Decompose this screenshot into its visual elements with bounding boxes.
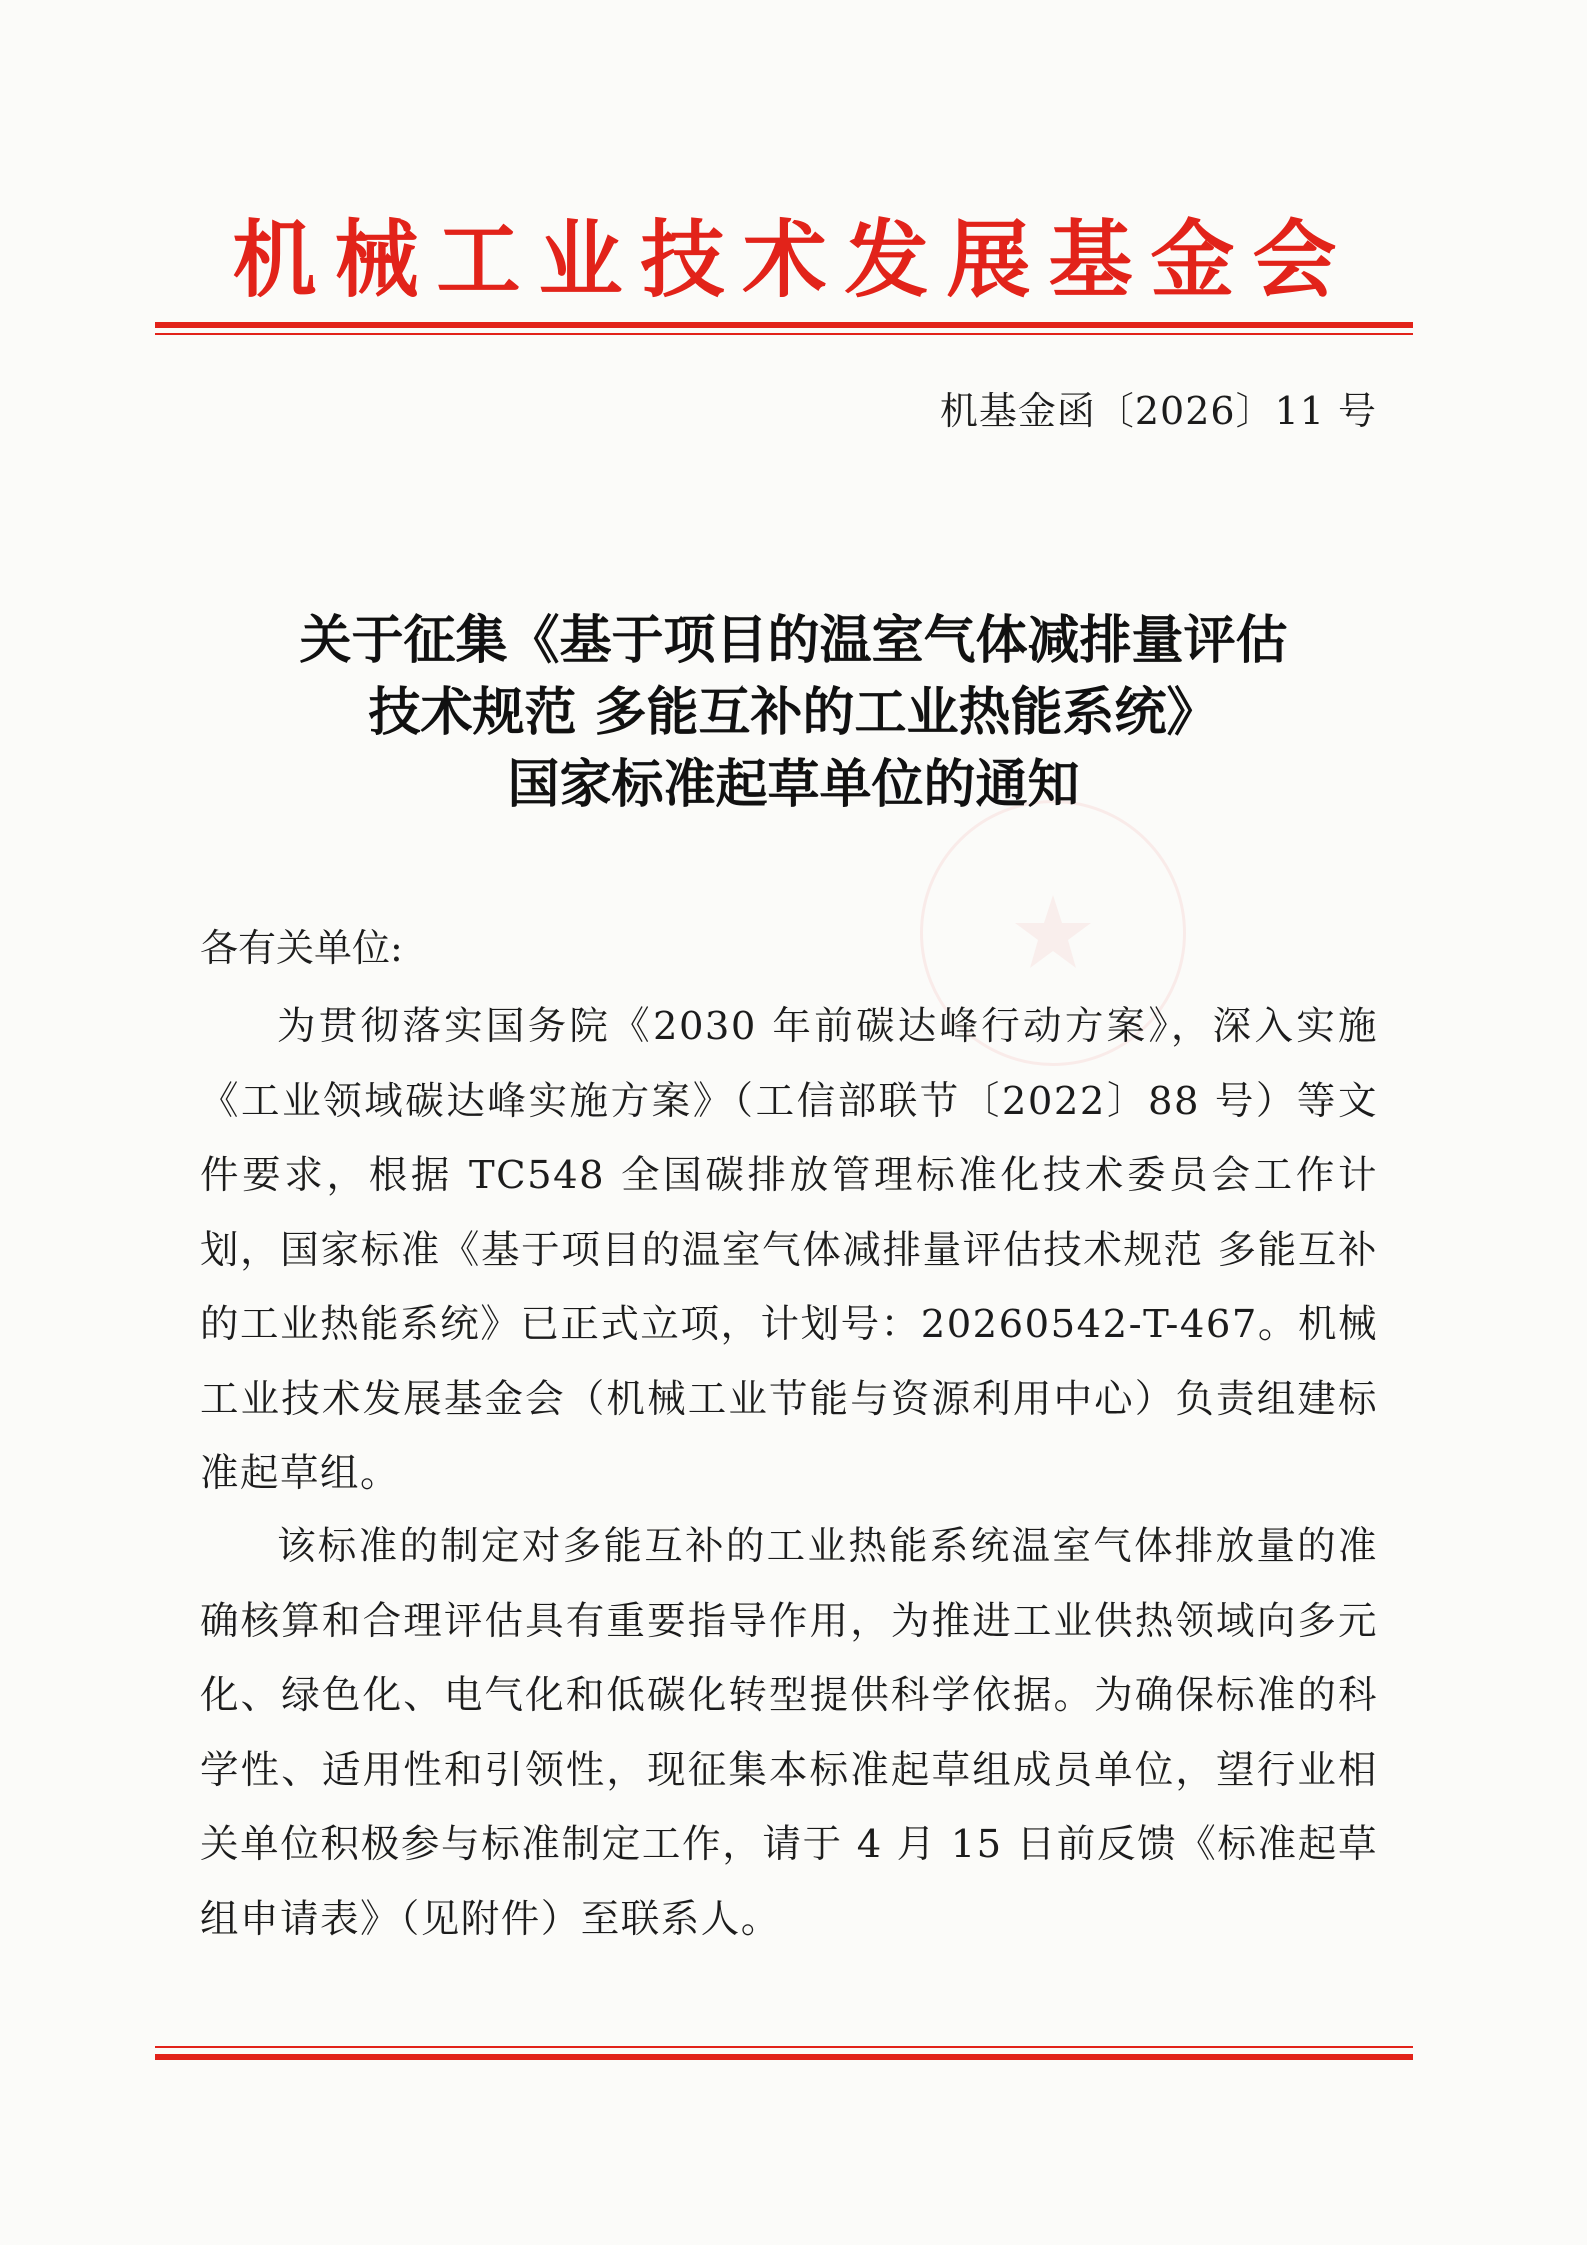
title-line: 关于征集《基于项目的温室气体减排量评估 xyxy=(299,610,1288,671)
title-line: 技术规范 多能互补的工业热能系统》 xyxy=(368,682,1219,743)
header-red-rule-thin xyxy=(155,333,1413,335)
body-paragraph-2 xyxy=(200,1510,1378,1957)
document-title xyxy=(0,605,1587,821)
title-line: 国家标准起草单位的通知 xyxy=(507,754,1080,815)
footer-red-rule-thin xyxy=(155,2046,1413,2048)
paragraph-text: 为贯彻落实国务院《2030 年前碳达峰行动方案》，深入实施《工业领域碳达峰实施方案》（工信部联节〔2022〕88 号）等文件要求，根据 TC548 全国碳排放管理标准化技术委员会工作计划，国家标准《基于项目的温室气体减排量评估技术规范 多能互补的工业热能系统》已正式立项，计划号：20260542-T-467。机械工业技术发展基金会（机械工业节能与资源利用中心）负责组建标准起草组。 xyxy=(200,1004,1378,1496)
salutation: 各有关单位: xyxy=(200,926,403,970)
document-number: 机基金函〔2026〕11 号 xyxy=(939,389,1377,433)
header-red-rule-thick xyxy=(155,322,1413,328)
footer-red-rule-thick xyxy=(155,2054,1413,2060)
body-paragraph-1 xyxy=(200,990,1378,1512)
paragraph-text: 该标准的制定对多能互补的工业热能系统温室气体排放量的准确核算和合理评估具有重要指导作用，为推进工业供热领域向多元化、绿色化、电气化和低碳化转型提供科学依据。为确保标准的科学性、适用性和引领性，现征集本标准起草组成员单位，望行业相关单位积极参与标准制定工作，请于 4 月 15 日前反馈《标准起草组申请表》（见附件）至联系人。 xyxy=(200,1524,1378,1942)
issuing-organization-header: 机械工业技术发展基金会 xyxy=(232,210,1355,309)
